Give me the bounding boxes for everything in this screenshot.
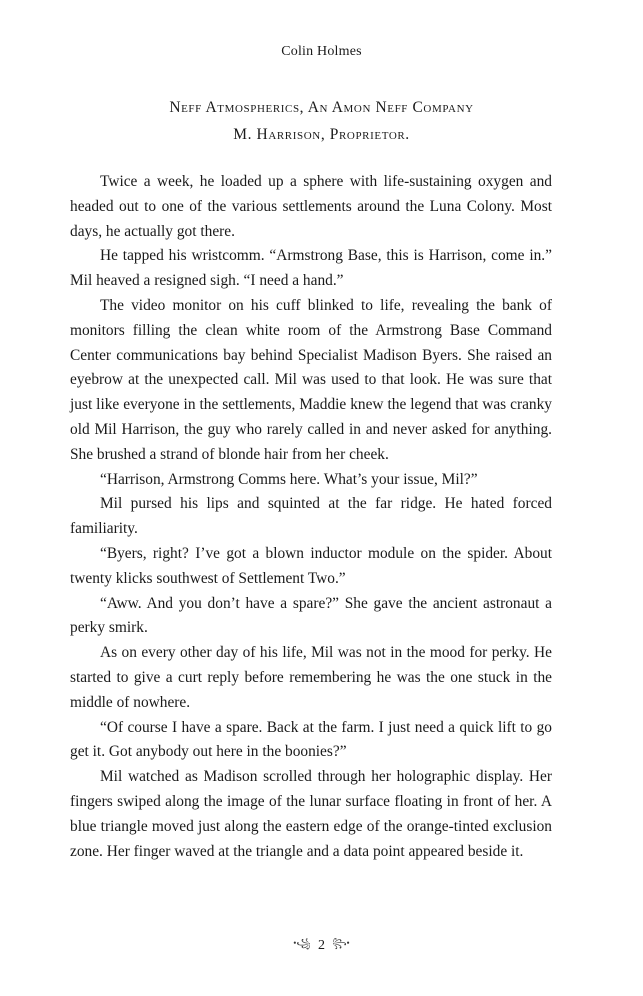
paragraph: Mil watched as Madison scrolled through her holographic display. Her fingers swiped along the image of the lunar surface floating in front of her. A blue triangle moved just along the eastern edge of the orange-tinted exclusion zone. Her finger waved at the triangle and a data point appeared beside it. — [70, 768, 552, 860]
paragraph: Mil pursed his lips and squinted at the far ridge. He hated forced familiarity. — [70, 495, 552, 538]
body-text — [70, 170, 552, 864]
page-footer — [0, 937, 643, 955]
ornament-right-icon: ꧂• — [332, 938, 350, 948]
paragraph: Twice a week, he loaded up a sphere with life-sustaining oxygen and headed out to one of the various settlements around the Luna Colony. Most days, he actually got there. — [70, 173, 552, 240]
sign-line-1: Neff Atmospherics, An Amon Neff Company — [169, 99, 474, 116]
sign-text — [0, 94, 643, 148]
paragraph: “Byers, right? I’ve got a blown inductor module on the spider. About twenty klicks southwest of Settlement Two.” — [70, 544, 552, 587]
paragraph: “Harrison, Armstrong Comms here. What’s your issue, Mil?” — [100, 470, 478, 488]
ornament-left-icon: •꧁ — [293, 938, 311, 948]
page-number: 2 — [318, 938, 325, 954]
paragraph: The video monitor on his cuff blinked to life, revealing the bank of monitors filling the clean white room of the Armstrong Base Command Center communications bay behind Specialist Madison Byers. She raised an eyebrow at the unexpected call. Mil was used to that look. He was sure that just like everyone in the settlements, Maddie knew the legend that was cranky old Mil Harrison, the guy who rarely called in and never asked for anything. She brushed a strand of blonde hair from her cheek. — [70, 296, 552, 463]
paragraph: He tapped his wristcomm. “Armstrong Base, this is Harrison, come in.” Mil heaved a resigned sigh. “I need a hand.” — [70, 247, 552, 290]
paragraph: “Of course I have a spare. Back at the farm. I just need a quick lift to go get it. Got anybody out here in the boonies?” — [70, 718, 552, 761]
paragraph: As on every other day of his life, Mil was not in the mood for perky. He started to give a curt reply before remembering he was the one stuck in the middle of nowhere. — [70, 644, 552, 711]
paragraph: “Aww. And you don’t have a spare?” She gave the ancient astronaut a perky smirk. — [70, 594, 552, 637]
running-head: Colin Holmes — [281, 44, 362, 59]
sign-line-2: M. Harrison, Proprietor. — [233, 126, 410, 143]
